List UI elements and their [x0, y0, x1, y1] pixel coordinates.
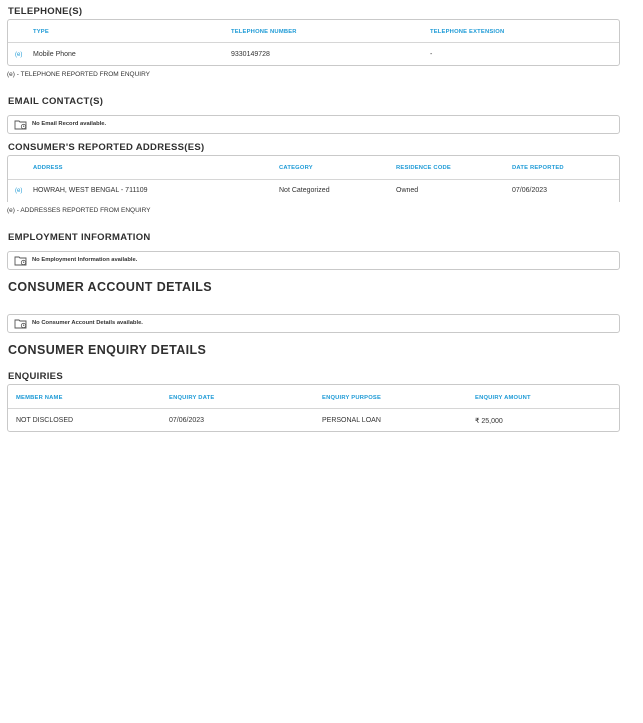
- addresses-note: (e) - ADDRESSES REPORTED FROM ENQUIRY: [7, 207, 151, 214]
- telephones-table: [7, 19, 620, 66]
- enquiry-flag: (e): [15, 52, 23, 58]
- empty-folder-icon: [14, 119, 27, 130]
- employment-empty-text: No Employment Information available.: [32, 257, 138, 263]
- col-type: TYPE: [33, 29, 49, 35]
- enquiry-flag: (e): [15, 188, 23, 194]
- residence-code-value: Owned: [396, 187, 419, 194]
- col-date-reported: DATE REPORTED: [512, 165, 564, 171]
- enquiry-heading: CONSUMER ENQUIRY DETAILS: [8, 343, 207, 357]
- employment-heading: EMPLOYMENT INFORMATION: [8, 232, 151, 243]
- telephone-type: Mobile Phone: [33, 51, 76, 58]
- date-reported-value: 07/06/2023: [512, 187, 548, 194]
- enquiry-purpose-value: PERSONAL LOAN: [322, 417, 381, 424]
- empty-folder-icon: [14, 318, 27, 329]
- col-category: CATEGORY: [279, 165, 313, 171]
- category-value: Not Categorized: [279, 187, 330, 194]
- header-divider: [8, 408, 619, 409]
- col-address: ADDRESS: [33, 165, 63, 171]
- col-enquiry-purpose: ENQUIRY PURPOSE: [322, 395, 382, 401]
- email-empty-text: No Email Record available.: [32, 121, 107, 127]
- accounts-empty-box: [7, 314, 620, 333]
- telephone-extension: -: [430, 51, 433, 58]
- employment-empty-box: [7, 251, 620, 270]
- telephone-number: 9330149728: [231, 51, 270, 58]
- member-name-value: NOT DISCLOSED: [16, 417, 74, 424]
- col-residence-code: RESIDENCE CODE: [396, 165, 451, 171]
- enquiry-amount-value: ₹ 25,000: [475, 418, 503, 425]
- address-value: HOWRAH, WEST BENGAL - 711109: [33, 187, 148, 194]
- addresses-table: [7, 155, 620, 202]
- email-heading: EMAIL CONTACT(S): [8, 96, 104, 107]
- header-divider: [8, 179, 619, 180]
- accounts-heading: CONSUMER ACCOUNT DETAILS: [8, 280, 213, 294]
- empty-folder-icon: [14, 255, 27, 266]
- col-enquiry-date: ENQUIRY DATE: [169, 395, 215, 401]
- email-empty-box: [7, 115, 620, 134]
- enquiries-subheading: ENQUIRIES: [8, 371, 63, 382]
- enquiries-table: [7, 384, 620, 432]
- telephones-heading: TELEPHONE(S): [8, 6, 83, 17]
- col-member-name: MEMBER NAME: [16, 395, 63, 401]
- col-enquiry-amount: ENQUIRY AMOUNT: [475, 395, 531, 401]
- telephones-note: (e) - TELEPHONE REPORTED FROM ENQUIRY: [7, 71, 151, 78]
- col-telephone-number: TELEPHONE NUMBER: [231, 29, 297, 35]
- addresses-heading: CONSUMER'S REPORTED ADDRESS(ES): [8, 142, 205, 153]
- accounts-empty-text: No Consumer Account Details available.: [32, 320, 143, 326]
- header-divider: [8, 42, 619, 43]
- enquiry-date-value: 07/06/2023: [169, 417, 205, 424]
- col-telephone-extension: TELEPHONE EXTENSION: [430, 29, 505, 35]
